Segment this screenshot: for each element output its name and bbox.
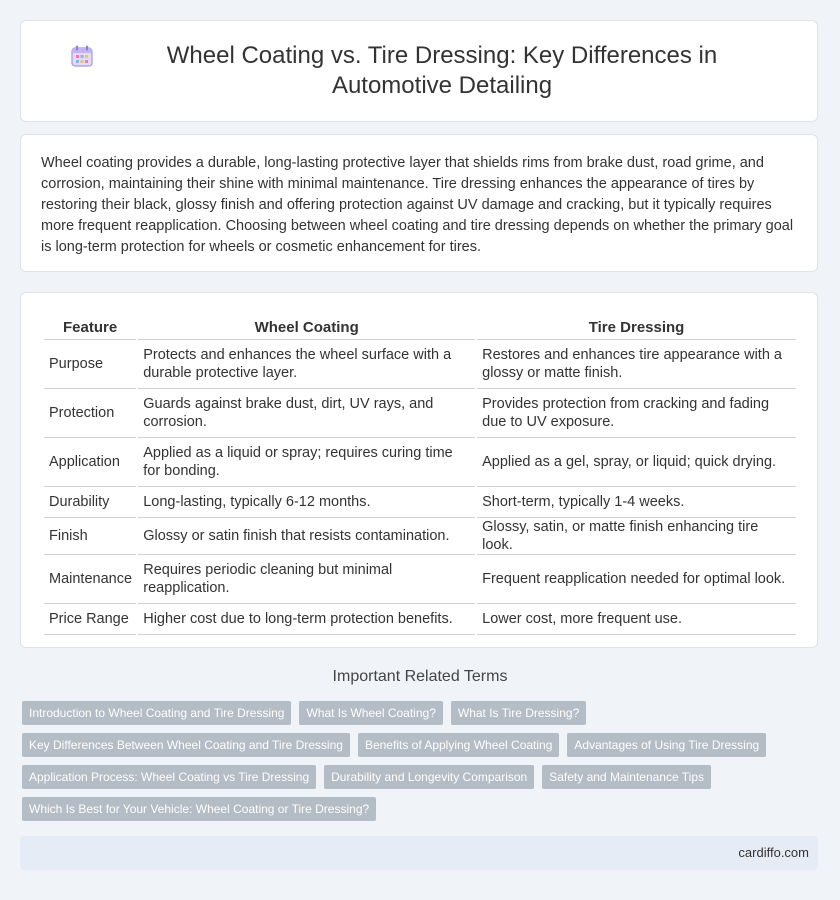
feature-cell: Finish [44,518,136,555]
tire-dressing-cell: Frequent reapplication needed for optimal look. [477,555,796,604]
table-row [44,487,796,518]
table-row [44,389,796,438]
table-row [44,340,796,389]
comparison-table [42,313,798,635]
tire-dressing-cell: Lower cost, more frequent use. [477,604,796,635]
related-tag[interactable]: Advantages of Using Tire Dressing [567,733,766,757]
related-tag[interactable]: Which Is Best for Your Vehicle: Wheel Coating or Tire Dressing? [22,797,376,821]
related-terms-tags [22,701,802,821]
related-tag[interactable]: What Is Tire Dressing? [451,701,586,725]
header-card [20,20,818,122]
wheel-coating-cell: Long-lasting, typically 6-12 months. [138,487,475,518]
related-tag[interactable]: Introduction to Wheel Coating and Tire Dressing [22,701,291,725]
related-tag[interactable]: Application Process: Wheel Coating vs Tire Dressing [22,765,316,789]
header-feature: Feature [44,313,136,340]
related-terms-title: Important Related Terms [332,668,508,685]
related-tag[interactable]: What Is Wheel Coating? [299,701,442,725]
wheel-coating-cell: Requires periodic cleaning but minimal reapplication. [138,555,475,604]
intro-card [20,134,818,272]
wheel-coating-cell: Glossy or satin finish that resists contamination. [138,518,475,555]
feature-cell: Protection [44,389,136,438]
footer-site-link[interactable]: cardiffo.com [738,845,809,860]
header-tire-dressing: Tire Dressing [477,313,796,340]
feature-cell: Application [44,438,136,487]
tire-dressing-cell: Provides protection from cracking and fading due to UV exposure. [477,389,796,438]
related-tag[interactable]: Benefits of Applying Wheel Coating [358,733,559,757]
title-wrap [69,41,769,101]
wheel-coating-cell: Guards against brake dust, dirt, UV rays, and corrosion. [138,389,475,438]
tire-dressing-cell: Glossy, satin, or matte finish enhancing tire look. [477,518,796,555]
wheel-coating-cell: Protects and enhances the wheel surface with a durable protective layer. [138,340,475,389]
wheel-coating-cell: Higher cost due to long-term protection benefits. [138,604,475,635]
table-row [44,555,796,604]
comparison-table-card [20,292,818,648]
footer [20,836,818,870]
calendar-icon [69,43,95,69]
intro-paragraph: Wheel coating provides a durable, long-lasting protective layer that shields rims from brake dust, road grime, and corrosion, maintaining their shine with minimal maintenance. Tire dressing enhances the appearance of tires by restoring their black, glossy finish and offering protection against UV damage and cracking, but it typically requires more frequent reapplication. Choosing between wheel coating and tire dressing depends on whether the primary goal is long-term protection for wheels or cosmetic enhancement for tires. [41,155,794,255]
header-wheel-coating: Wheel Coating [138,313,475,340]
related-tag[interactable]: Key Differences Between Wheel Coating and Tire Dressing [22,733,350,757]
tire-dressing-cell: Applied as a gel, spray, or liquid; quick drying. [477,438,796,487]
table-row [44,438,796,487]
table-row [44,604,796,635]
feature-cell: Maintenance [44,555,136,604]
wheel-coating-cell: Applied as a liquid or spray; requires curing time for bonding. [138,438,475,487]
table-row [44,518,796,555]
feature-cell: Price Range [44,604,136,635]
related-tag[interactable]: Durability and Longevity Comparison [324,765,534,789]
related-tag[interactable]: Safety and Maintenance Tips [542,765,711,789]
tire-dressing-cell: Short-term, typically 1-4 weeks. [477,487,796,518]
table-header-row [44,313,796,340]
feature-cell: Purpose [44,340,136,389]
feature-cell: Durability [44,487,136,518]
tire-dressing-cell: Restores and enhances tire appearance with a glossy or matte finish. [477,340,796,389]
page-title: Wheel Coating vs. Tire Dressing: Key Differences in Automotive Detailing [166,42,718,99]
